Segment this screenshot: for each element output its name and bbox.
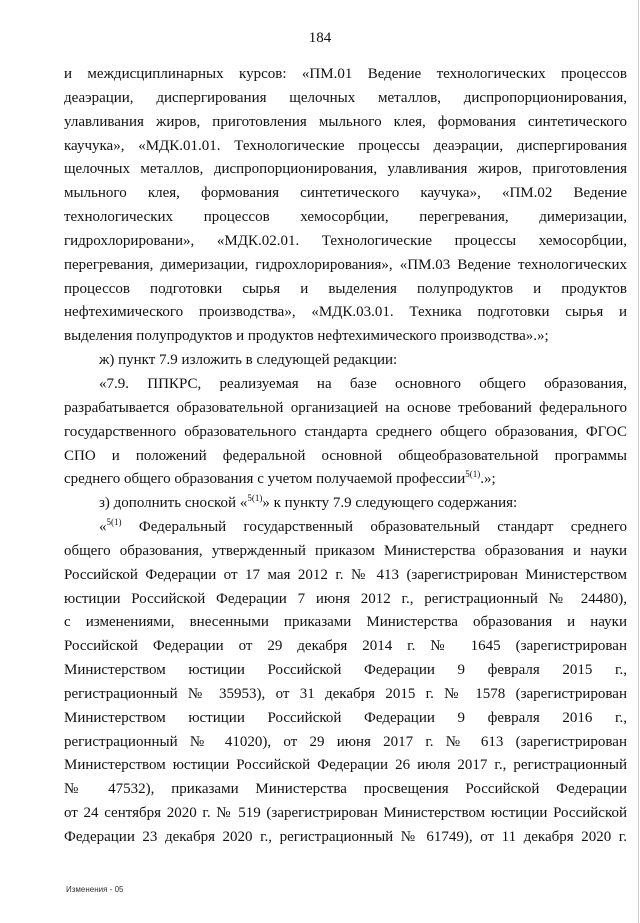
text-line: и междисциплинарных курсов: «ПМ.01 Ведение технологических процессов [64, 66, 627, 82]
text-line: регистрационный № 41020), от 29 июня 2017 г. № 613 (зарегистрирован [64, 733, 627, 750]
text-line: Российской Федерации от 17 мая 2012 г. № 413 (зарегистрирован Министерством [64, 566, 627, 583]
text-span: среднего общего образования с учетом получаемой профессии [64, 471, 466, 488]
text-line: улавливания жиров, приготовления мыльного клея, формования синтетического [64, 113, 627, 130]
text-line: деаэрации, диспергирования щелочных металлов, диспропорционирования, [64, 89, 627, 106]
text-line: общего образования, утвержденный приказом Министерства образования и науки [64, 542, 627, 559]
text-line: перегревания, димеризации, гидрохлорирования», «ПМ.03 Ведение технологических [64, 256, 627, 273]
text-line: № 47532), приказами Министерства просвещения Российской Федерации [64, 781, 627, 798]
text-span: Федеральный государственный образовательный стандарт среднего [121, 519, 627, 536]
footnote-ref: 5(1) [247, 493, 263, 504]
text-line: разрабатывается образовательной организацией на основе требований федерального [64, 399, 627, 416]
text-line: Федерации 23 декабря 2020 г., регистрационный № 61749), от 11 декабря 2020 г. [64, 829, 627, 845]
text-span: .»; [480, 471, 496, 488]
text-line: Российской Федерации от 29 декабря 2014 г. № 1645 (зарегистрирован [64, 638, 627, 655]
text-line: гидрохлорировани», «МДК.02.01. Технологические процессы хемосорбции, [64, 232, 627, 249]
text-line: с изменениями, внесенными приказами Министерства образования и науки [64, 614, 627, 631]
text-line: СПО и положений федеральной основной общеобразовательной программы [64, 447, 627, 464]
text-line: от 24 сентября 2020 г. № 519 (зарегистрирован Министерством юстиции Российской [64, 805, 627, 822]
footnote-ref: 5(1) [465, 469, 481, 480]
text-line: Министерством юстиции Российской Федерации 9 февраля 2015 г., [64, 662, 627, 679]
page-number: 184 [308, 30, 332, 46]
text-line: Министерством юстиции Российской Федерации 26 июля 2017 г., регистрационный [64, 757, 627, 774]
text-span: « [99, 519, 107, 536]
footnote-ref: 5(1) [106, 517, 122, 528]
page-edge [638, 0, 639, 923]
text-line: щелочных металлов, диспропорционирования, улавливания жиров, приготовления [64, 161, 627, 178]
text-line [64, 492, 627, 516]
text-line: выделения полупродуктов и продуктов нефтехимического производства».»; [64, 328, 549, 345]
text-line [64, 516, 627, 540]
text-line: государственного образовательного стандарта среднего общего образования, ФГОС [64, 423, 627, 440]
text-line: ж) пункт 7.9 изложить в следующей редакции: [99, 352, 398, 369]
footer-revision-label: Изменения - 05 [66, 885, 124, 894]
text-line: «7.9. ППКРС, реализуемая на базе основного общего образования, [99, 375, 627, 392]
text-line: технологических процессов хемосорбции, перегревания, димеризации, [64, 209, 627, 226]
text-line: каучука», «МДК.01.01. Технологические процессы деаэрации, диспергирования [64, 137, 627, 154]
text-span: » к пункту 7.9 следующего содержания: [262, 495, 518, 512]
text-line: процессов подготовки сырья и выделения полупродуктов и продуктов [64, 280, 627, 297]
text-line: нефтехимического производства», «МДК.03.01. Техника подготовки сырья и [64, 304, 627, 321]
text-line: Министерством юстиции Российской Федерации 9 февраля 2016 г., [64, 709, 627, 726]
document-body [64, 63, 627, 850]
text-line: юстиции Российской Федерации 7 июня 2012 г., регистрационный № 24480), [64, 590, 627, 607]
text-line: мыльного клея, формования синтетического каучука», «ПМ.02 Ведение [64, 185, 627, 202]
text-span: з) дополнить сноской « [99, 495, 248, 512]
text-line: регистрационный № 35953), от 31 декабря 2015 г. № 1578 (зарегистрирован [64, 685, 627, 702]
text-line [64, 468, 627, 492]
